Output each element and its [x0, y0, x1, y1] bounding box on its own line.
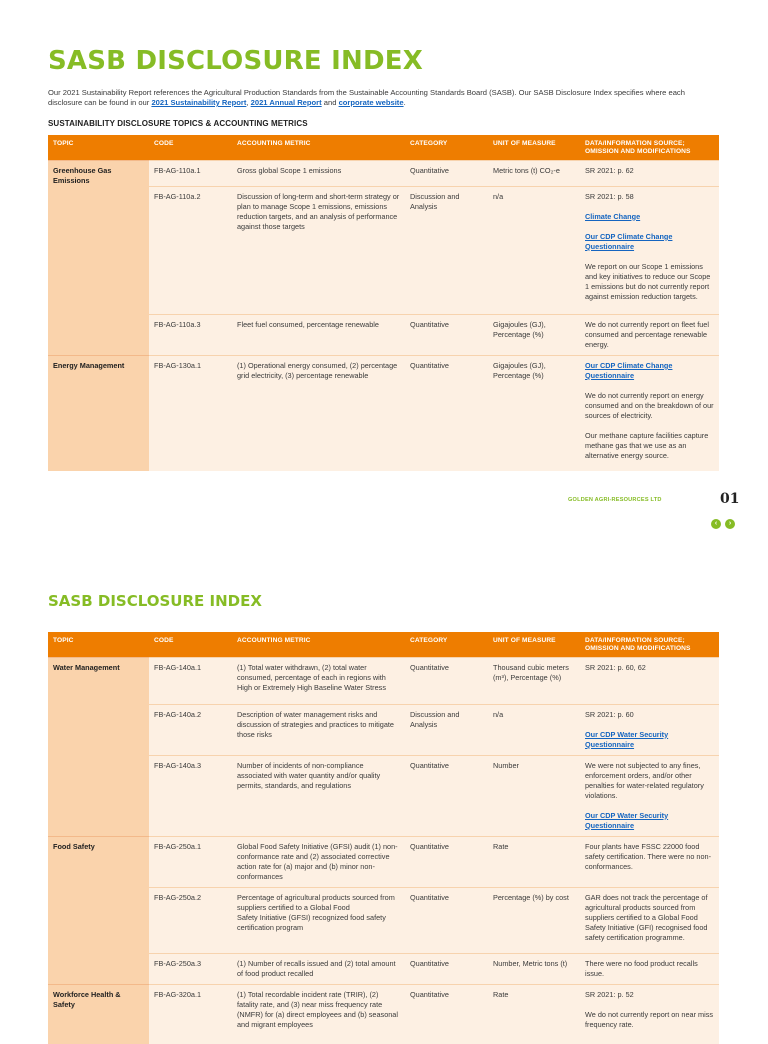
header-topic: TOPIC	[48, 632, 149, 657]
climate-change-link[interactable]: Climate Change	[585, 211, 641, 221]
topic-cell: Water Management	[48, 657, 149, 836]
unit-cell: Thousand cubic meters (m³), Percentage (%)	[488, 657, 580, 704]
metric-cell: Gross global Scope 1 emissions	[232, 160, 405, 186]
category-cell: Quantitative	[405, 836, 488, 887]
table-row	[48, 836, 719, 887]
header-source: DATA/INFORMATION SOURCE; OMISSION AND MODIFICATIONS	[580, 135, 719, 160]
table-row	[48, 984, 719, 1044]
category-cell: Discussion and Analysis	[405, 704, 488, 755]
header-source: DATA/INFORMATION SOURCE; OMISSION AND MODIFICATIONS	[580, 632, 719, 657]
metric-cell: Number of incidents of non-compliance associated with water quantity and/or quality permits, standards, and regulations	[232, 755, 405, 836]
source-text: Our methane capture facilities capture methane gas that we use as an alternative energy source.	[585, 430, 709, 460]
metric-line: Safety Initiative (GFSI) recognized food safety	[237, 912, 386, 922]
metric-cell: (1) Total water withdrawn, (2) total water consumed, percentage of each in regions with High or Extremely High Baseline Water Stress	[232, 657, 405, 704]
table-header-row	[48, 135, 719, 160]
annual-report-link[interactable]: 2021 Annual Report	[250, 98, 322, 107]
topic-cell: Greenhouse Gas Emissions	[48, 160, 149, 355]
unit-cell: Metric tons (t) CO₂-e	[488, 160, 580, 186]
header-code: CODE	[149, 135, 232, 160]
source-cell	[580, 186, 719, 314]
unit-cell: Number, Metric tons (t)	[488, 953, 580, 984]
source-text: SR 2021: p. 58	[585, 191, 634, 201]
page-number: 01	[720, 491, 740, 507]
code-cell: FB-AG-130a.1	[149, 355, 232, 471]
source-text: SR 2021: p. 60	[585, 709, 634, 719]
table-row	[48, 704, 719, 755]
source-cell: SR 2021: p. 60, 62	[580, 657, 719, 704]
category-cell: Quantitative	[405, 887, 488, 953]
code-cell: FB-AG-140a.1	[149, 657, 232, 704]
source-cell	[580, 355, 719, 471]
table-header-row	[48, 632, 719, 657]
code-cell: FB-AG-320a.1	[149, 984, 232, 1044]
cdp-climate-link[interactable]: Our CDP Climate Change Questionnaire	[585, 231, 673, 251]
category-cell: Quantitative	[405, 657, 488, 704]
cdp-water-link[interactable]: Our CDP Water Security Questionnaire	[585, 810, 669, 830]
metric-cell: Discussion of long-term and short-term strategy or plan to manage Scope 1 emissions, emissions reduction targets, and an analysis of performance against those targets	[232, 186, 405, 314]
code-cell: FB-AG-140a.3	[149, 755, 232, 836]
section-title: SUSTAINABILITY DISCLOSURE TOPICS & ACCOUNTING METRICS	[48, 119, 308, 128]
category-cell: Quantitative	[405, 355, 488, 471]
source-text: We were not subjected to any fines, enforcement orders, and/or other penalties for water-related regulatory violations.	[585, 760, 704, 800]
header-unit: UNIT OF MEASURE	[488, 135, 580, 160]
source-text: We report on our Scope 1 emissions and key initiatives to reduce our Scope 1 emissions but do not currently report against emission reduction targets.	[585, 261, 711, 301]
table-row	[48, 160, 719, 186]
category-cell: Quantitative	[405, 984, 488, 1044]
unit-cell: Percentage (%) by cost	[488, 887, 580, 953]
topic-cell: Food Safety	[48, 836, 149, 984]
footer-company: GOLDEN AGRI-RESOURCES LTD	[568, 497, 662, 503]
unit-cell: Rate	[488, 836, 580, 887]
code-cell: FB-AG-250a.1	[149, 836, 232, 887]
source-cell	[580, 984, 719, 1044]
topic-cell: Workforce Health & Safety	[48, 984, 149, 1044]
metric-cell: Global Food Safety Initiative (GFSI) audit (1) non-conformance rate and (2) associated corrective action rate for (a) major and (b) minor non-conformances	[232, 836, 405, 887]
category-cell: Quantitative	[405, 160, 488, 186]
header-code: CODE	[149, 632, 232, 657]
unit-cell: Gigajoules (GJ), Percentage (%)	[488, 314, 580, 355]
prev-page-icon[interactable]: ‹	[711, 519, 721, 529]
metric-cell: (1) Total recordable incident rate (TRIR), (2) fatality rate, and (3) near miss frequency rate (NMFR) for (a) direct employees and (b) seasonal and migrant employees	[232, 984, 405, 1044]
header-category: CATEGORY	[405, 632, 488, 657]
metric-line: Percentage of agricultural products sourced from suppliers certified to a Global Food	[237, 892, 395, 912]
metric-line: certification program	[237, 922, 304, 932]
next-page-icon[interactable]: ›	[725, 519, 735, 529]
category-cell: Quantitative	[405, 755, 488, 836]
code-cell: FB-AG-110a.1	[149, 160, 232, 186]
cdp-water-link[interactable]: Our CDP Water Security Questionnaire	[585, 729, 669, 749]
source-cell	[580, 704, 719, 755]
table-row	[48, 355, 719, 471]
table-row	[48, 657, 719, 704]
unit-cell: Rate	[488, 984, 580, 1044]
topic-cell: Energy Management	[48, 355, 149, 471]
header-metric: ACCOUNTING METRIC	[232, 632, 405, 657]
intro-paragraph: Our 2021 Sustainability Report references the Agricultural Production Standards from the Sustainable Accounting Standards Board (SASB). Our SASB Disclosure Index specifies where each disclosure can be found in our 2021 Sustainability Report, 2021 Annual Report and corporate website.	[48, 88, 685, 107]
category-cell: Quantitative	[405, 953, 488, 984]
unit-cell: n/a	[488, 704, 580, 755]
table-row	[48, 186, 719, 314]
header-metric: ACCOUNTING METRIC	[232, 135, 405, 160]
page-2	[0, 570, 768, 1029]
code-cell: FB-AG-250a.2	[149, 887, 232, 953]
header-topic: TOPIC	[48, 135, 149, 160]
code-cell: FB-AG-110a.3	[149, 314, 232, 355]
metric-cell: (1) Operational energy consumed, (2) percentage grid electricity, (3) percentage renewable	[232, 355, 405, 471]
page-title: SASB DISCLOSURE INDEX	[48, 592, 262, 610]
metric-cell: Description of water management risks and discussion of strategies and practices to mitigate those risks	[232, 704, 405, 755]
table-row	[48, 887, 719, 953]
metric-cell: (1) Number of recalls issued and (2) total amount of food product recalled	[232, 953, 405, 984]
source-text: SR 2021: p. 52	[585, 989, 634, 999]
unit-cell: Gigajoules (GJ), Percentage (%)	[488, 355, 580, 471]
category-cell: Discussion and Analysis	[405, 186, 488, 314]
page-title: SASB DISCLOSURE INDEX	[48, 46, 423, 76]
header-unit: UNIT OF MEASURE	[488, 632, 580, 657]
code-cell: FB-AG-110a.2	[149, 186, 232, 314]
code-cell: FB-AG-250a.3	[149, 953, 232, 984]
source-cell: GAR does not track the percentage of agricultural products sourced from suppliers certified to a Global Food Safety Initiative (GFI) recognised food safety certification programme.	[580, 887, 719, 953]
unit-cell: Number	[488, 755, 580, 836]
table-row	[48, 755, 719, 836]
corporate-website-link[interactable]: corporate website	[338, 98, 404, 107]
source-text: We do not currently report on near miss frequency rate.	[585, 1009, 714, 1029]
metric-cell: Fleet fuel consumed, percentage renewable	[232, 314, 405, 355]
source-cell: SR 2021: p. 62	[580, 160, 719, 186]
source-cell: There were no food product recalls issue.	[580, 953, 719, 984]
table-row	[48, 314, 719, 355]
disclosure-table	[48, 135, 719, 471]
category-cell: Quantitative	[405, 314, 488, 355]
source-cell: Four plants have FSSC 22000 food safety certification. There were no non-conformances.	[580, 836, 719, 887]
table-row	[48, 953, 719, 984]
source-cell: We do not currently report on fleet fuel consumed and percentage renewable energy.	[580, 314, 719, 355]
metric-cell	[232, 887, 405, 953]
unit-cell: n/a	[488, 186, 580, 314]
header-category: CATEGORY	[405, 135, 488, 160]
source-text: We do not currently report on energy consumed and on the breakdown of our sources of electricity.	[585, 390, 714, 420]
cdp-climate-link[interactable]: Our CDP Climate Change Questionnaire	[585, 360, 673, 380]
source-cell	[580, 755, 719, 836]
disclosure-table	[48, 632, 719, 1044]
code-cell: FB-AG-140a.2	[149, 704, 232, 755]
sustainability-report-link[interactable]: 2021 Sustainability Report	[151, 98, 247, 107]
